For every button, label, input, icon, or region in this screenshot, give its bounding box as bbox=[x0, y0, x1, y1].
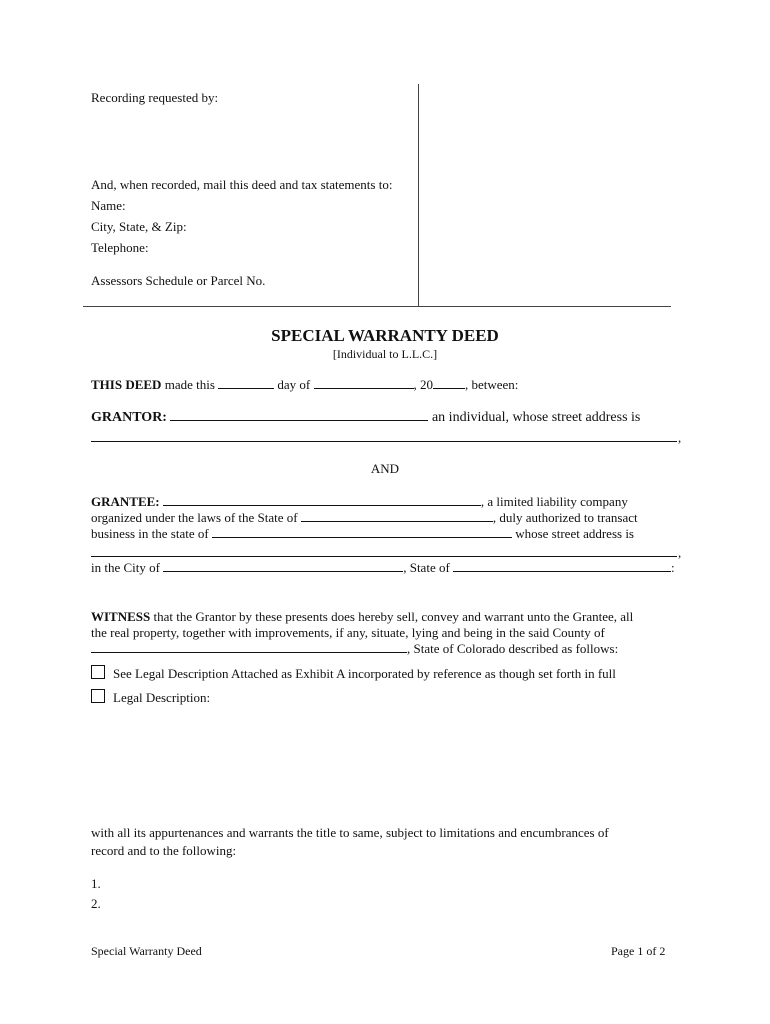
city-blank[interactable] bbox=[163, 560, 403, 572]
business-text: business in the state of bbox=[91, 526, 212, 541]
exhibit-a-checkbox[interactable] bbox=[91, 665, 105, 679]
grantee-llc-text: , a limited liability company bbox=[480, 494, 628, 509]
legal-description-checkbox[interactable] bbox=[91, 689, 105, 703]
grantee-label: GRANTEE: bbox=[91, 494, 160, 509]
legal-description-label: Legal Description: bbox=[113, 690, 211, 705]
day-blank[interactable] bbox=[218, 377, 274, 389]
name-label: Name: bbox=[91, 198, 126, 213]
witness-line-2: the real property, together with improvements, if any, situate, lying and being in the said County of bbox=[91, 625, 605, 640]
state-of-text: , State of bbox=[403, 560, 454, 575]
header-horizontal-divider bbox=[83, 306, 671, 307]
list-item: 1. bbox=[91, 876, 101, 891]
grantee-line-1 bbox=[91, 494, 628, 510]
and-label: AND bbox=[370, 461, 400, 476]
page-number: Page 1 of 2 bbox=[611, 944, 666, 958]
grantee-address-comma: , bbox=[678, 545, 682, 560]
mail-to-label: And, when recorded, mail this deed and tax statements to: bbox=[91, 177, 393, 192]
street-address-text: whose street address is bbox=[511, 526, 634, 541]
between-text: , between: bbox=[465, 377, 519, 392]
authorized-text: , duly authorized to transact bbox=[492, 510, 638, 525]
grantee-address-blank[interactable] bbox=[91, 556, 677, 557]
grantee-line-3 bbox=[91, 526, 634, 542]
grantor-label: GRANTOR: bbox=[91, 410, 167, 425]
grantor-address-comma: , bbox=[678, 430, 682, 445]
grantee-city-line bbox=[91, 560, 675, 576]
day-of-text: day of bbox=[274, 377, 314, 392]
county-blank[interactable] bbox=[91, 641, 407, 653]
witness-line-1 bbox=[91, 609, 633, 625]
year-blank[interactable] bbox=[433, 377, 465, 389]
grantor-address-blank[interactable] bbox=[91, 441, 677, 442]
this-deed-label: THIS DEED bbox=[91, 377, 162, 392]
business-state-blank[interactable] bbox=[212, 526, 512, 538]
telephone-label: Telephone: bbox=[91, 240, 149, 255]
grantor-text: an individual, whose street address is bbox=[428, 410, 641, 425]
option-legal-description[interactable] bbox=[91, 689, 210, 706]
page-subtitle: [Individual to L.L.C.] bbox=[332, 347, 438, 361]
grantor-line bbox=[91, 409, 640, 426]
witness-text-1: that the Grantor by these presents does hereby sell, convey and warrant unto the Grantee, all bbox=[150, 609, 634, 624]
month-blank[interactable] bbox=[314, 377, 414, 389]
made-this-text: made this bbox=[161, 377, 219, 392]
grantor-name-blank[interactable] bbox=[170, 409, 428, 421]
page-title: SPECIAL WARRANTY DEED bbox=[271, 326, 499, 345]
assessor-parcel-label: Assessors Schedule or Parcel No. bbox=[91, 273, 266, 288]
city-state-zip-label: City, State, & Zip: bbox=[91, 219, 187, 234]
year-prefix-text: , 20 bbox=[413, 377, 433, 392]
option-exhibit-a[interactable] bbox=[91, 665, 616, 682]
deed-date-line bbox=[91, 377, 518, 393]
footer-title: Special Warranty Deed bbox=[91, 944, 202, 958]
witness-line-3 bbox=[91, 641, 618, 657]
appurtenances-line-1: with all its appurtenances and warrants the title to same, subject to limitations and encumbrances of bbox=[91, 825, 609, 840]
organized-state-blank[interactable] bbox=[301, 510, 493, 522]
appurtenances-line-2: record and to the following: bbox=[91, 843, 237, 858]
header-vertical-divider bbox=[418, 84, 419, 306]
state-blank[interactable] bbox=[453, 560, 671, 572]
list-item: 2. bbox=[91, 896, 101, 911]
city-colon: : bbox=[671, 560, 675, 575]
in-city-text: in the City of bbox=[91, 560, 164, 575]
exhibit-a-label: See Legal Description Attached as Exhibit A incorporated by reference as though set forth in full bbox=[113, 666, 616, 681]
witness-label: WITNESS bbox=[91, 609, 151, 624]
grantee-name-blank[interactable] bbox=[163, 494, 481, 506]
grantee-line-2 bbox=[91, 510, 638, 526]
organized-text: organized under the laws of the State of bbox=[91, 510, 301, 525]
witness-text-3: , State of Colorado described as follows: bbox=[407, 641, 619, 656]
recording-requested-label: Recording requested by: bbox=[91, 90, 219, 105]
